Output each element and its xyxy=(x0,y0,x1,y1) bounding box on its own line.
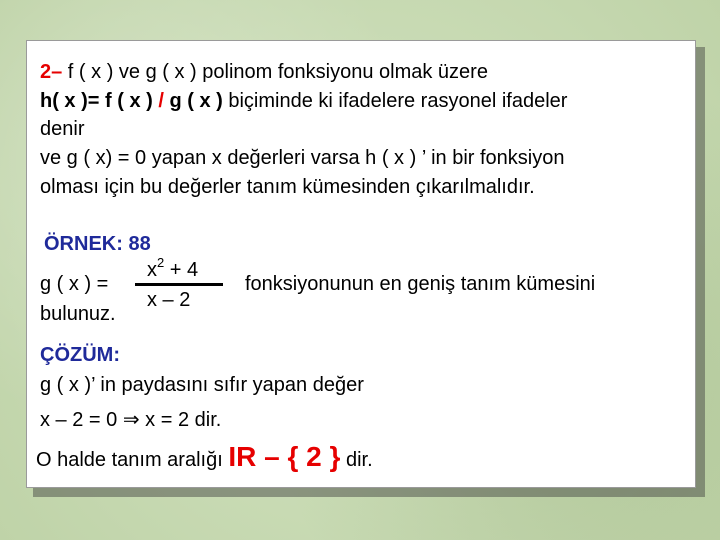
numerator-rest: + 4 xyxy=(164,259,199,281)
example-lhs: g ( x ) = xyxy=(40,273,109,295)
solution-domain-end: dir. xyxy=(340,449,373,471)
problem-number: 2– xyxy=(40,61,63,83)
solution-result: IR – { 2 } xyxy=(228,441,341,472)
numerator-base: x xyxy=(147,259,157,281)
solution-label: ÇÖZÜM: xyxy=(40,344,120,366)
example-text-right: fonksiyonunun en geniş tanım kümesini xyxy=(245,273,596,295)
example-label: ÖRNEK: 88 xyxy=(44,233,151,255)
intro-line-3: denir xyxy=(40,118,85,140)
example-bulunuz: bulunuz. xyxy=(40,303,116,325)
solution-domain-text: O halde tanım aralığı xyxy=(36,449,229,471)
intro-line-1-text: f ( x ) ve g ( x ) polinom fonksiyonu olmak üzere xyxy=(62,61,488,83)
intro-formula-end: g ( x ) xyxy=(163,90,229,112)
fraction-denominator: x – 2 xyxy=(147,289,191,311)
intro-line-2-text: biçiminde ki ifadelere rasyonel ifadeler xyxy=(228,90,568,112)
solution-line-2 xyxy=(40,408,700,432)
implies-arrow-icon: ⇒ xyxy=(122,409,140,431)
intro-line-5: olması için bu değerler tanım kümesinden çıkarılmalıdır. xyxy=(40,176,535,198)
intro-formula-start: h( x )= f ( x ) xyxy=(40,90,159,112)
solution-line-1: g ( x )’ in paydasını sıfır yapan değer xyxy=(40,374,364,396)
fraction-numerator xyxy=(147,255,199,282)
intro-formula-slash: / xyxy=(158,90,164,112)
solution-equation-right: x = 2 dir. xyxy=(139,409,222,431)
intro-line-4: ve g ( x) = 0 yapan x değerleri varsa h ( x ) ’ in bir fonksiyon xyxy=(40,147,565,169)
solution-equation-left: x – 2 = 0 xyxy=(40,409,123,431)
solution-line-3 xyxy=(36,441,696,472)
intro-line-1 xyxy=(40,60,700,84)
intro-line-2 xyxy=(40,89,700,113)
numerator-exponent: 2 xyxy=(157,255,165,270)
fraction-bar xyxy=(135,283,223,286)
